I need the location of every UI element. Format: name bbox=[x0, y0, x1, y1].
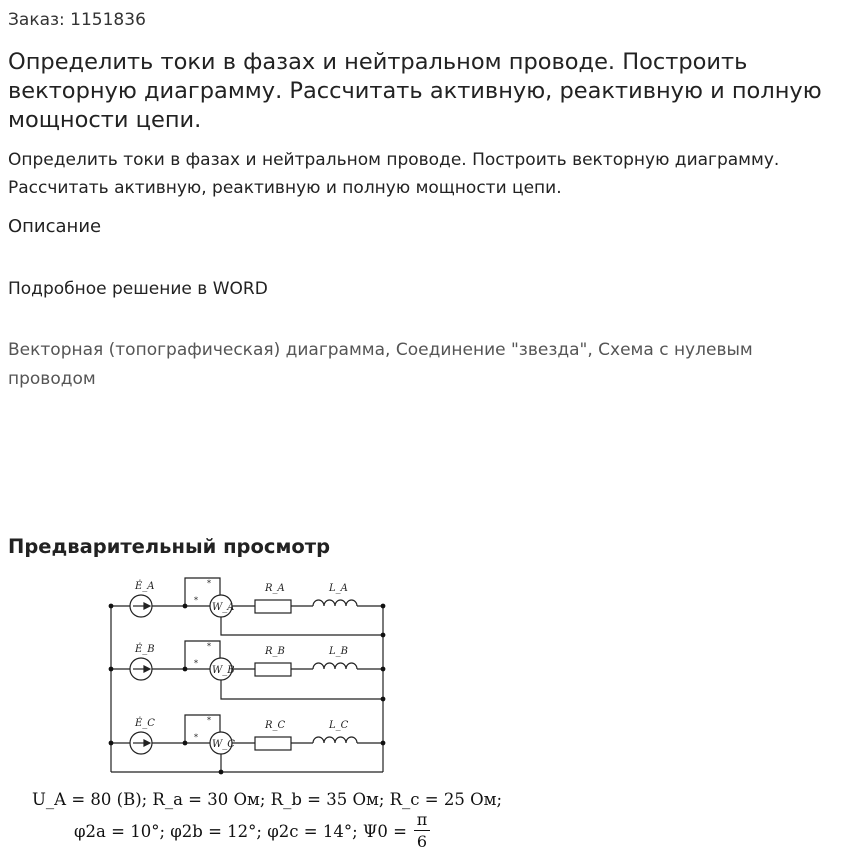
inductor-c-icon bbox=[313, 737, 357, 743]
inductor-b-icon bbox=[313, 663, 357, 669]
label-ra: R_A bbox=[265, 583, 285, 594]
label-rb: R_B bbox=[265, 646, 285, 657]
resistor-b-icon bbox=[255, 663, 291, 676]
label-wa: W_A bbox=[212, 602, 235, 613]
mark-c1: * bbox=[207, 716, 211, 725]
label-wb: W_B bbox=[212, 665, 235, 676]
tags-list[interactable]: Векторная (топографическая) диаграмма, Соединение "звезда", Схема с нулевым проводом bbox=[8, 340, 753, 389]
mark-c2: * bbox=[194, 733, 198, 742]
fraction-denominator: 6 bbox=[416, 832, 428, 851]
mark-b2: * bbox=[194, 659, 198, 668]
formula-line-2-text: φ2a = 10°; φ2b = 12°; φ2c = 14°; Ψ0 = bbox=[74, 822, 407, 841]
formula-line-1: U_A = 80 (В); R_a = 30 Ом; R_b = 35 Ом; R_c = 25 Ом; bbox=[32, 790, 503, 809]
order-number: Заказ: 1151836 bbox=[8, 10, 146, 30]
formula-fraction bbox=[414, 810, 430, 851]
lead-text: Определить токи в фазах и нейтральном проводе. Построить векторную диаграмму. Рассчитать активную, реактивную и полную мощности цепи. bbox=[8, 150, 780, 198]
fraction-numerator: π bbox=[416, 810, 428, 829]
preview-heading: Предварительный просмотр bbox=[8, 535, 331, 558]
mark-a1: * bbox=[207, 579, 211, 588]
label-ec: Ė_C bbox=[135, 718, 155, 729]
mark-b1: * bbox=[207, 642, 211, 651]
label-lb: L_B bbox=[329, 646, 348, 657]
label-eb: Ė_B bbox=[135, 644, 155, 655]
label-la: L_A bbox=[329, 583, 348, 594]
circuit-schematic bbox=[95, 572, 395, 782]
label-lc: L_C bbox=[329, 720, 349, 731]
resistor-a-icon bbox=[255, 600, 291, 613]
label-ea: Ė_A bbox=[135, 581, 155, 592]
resistor-c-icon bbox=[255, 737, 291, 750]
description-heading: Описание bbox=[8, 216, 102, 237]
label-rc: R_C bbox=[265, 720, 286, 731]
page-title: Определить токи в фазах и нейтральном проводе. Построить векторную диаграмму. Рассчитать активную, реактивную и полную мощности цепи. bbox=[8, 49, 822, 133]
description-text: Подробное решение в WORD bbox=[8, 279, 268, 299]
formula-line-2 bbox=[74, 810, 428, 851]
mark-a2: * bbox=[194, 596, 198, 605]
inductor-a-icon bbox=[313, 600, 357, 606]
label-wc: W_C bbox=[212, 739, 235, 750]
